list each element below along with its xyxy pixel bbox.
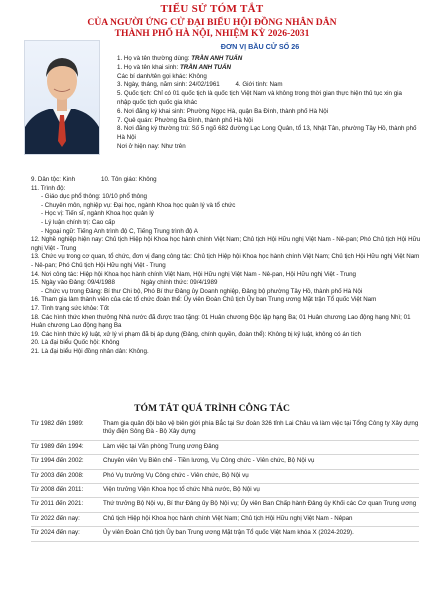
field-organizations: 16. Tham gia làm thành viên của các tổ chức đoàn thể: Ủy viên Đoàn Chủ tịch Ủy ban Trung ương Mặt trận Tổ quốc Việt Nam <box>31 296 377 304</box>
field-ethnicity-religion: 9. Dân tộc: Kinh 10. Tôn giáo: Không <box>31 176 157 183</box>
career-description: Chủ tịch Hiệp hội Khoa học hành chính Việt Nam; Chủ tịch Hội Hữu nghị Việt Nam - Nêpan <box>103 514 353 522</box>
career-description: Chuyên viên Vụ Biên chế - Tiền lương, Vụ Công chức - Viên chức, Bộ Nội vụ <box>103 457 315 465</box>
career-date: Từ 1982 đến 1989: <box>31 420 84 427</box>
field-education-languages: - Ngoại ngữ: Tiếng Anh trình độ C, Tiếng Trung trình độ A <box>41 227 198 235</box>
career-row <box>31 513 419 527</box>
candidate-photo <box>24 40 100 155</box>
field-current-residence: Nơi ở hiện nay: Như trên <box>117 142 186 150</box>
field-peoples-council: 21. Là đại biểu Hội đồng nhân dân: Không. <box>31 347 149 355</box>
field-position: 13. Chức vụ trong cơ quan, tổ chức, đơn vị đang công tác: Chủ tịch Hiệp hội Khoa học hành chính Việt Nam; Chủ tịch Hội Hữu nghị Việt Nam - Nê-pan; Phó Chủ tịch Hội Hữu nghị Việt - Trung <box>31 253 420 269</box>
career-row <box>31 455 419 469</box>
field-birth-name: 1. Họ và tên khai sinh: TRẦN ANH TUẤN <box>117 63 231 71</box>
career-description: Viện trưởng Viện Khoa học tổ chức Nhà nước, Bộ Nội vụ <box>103 486 260 494</box>
page-subtitle-line2: THÀNH PHỐ HÀ NỘI, NHIỆM KỲ 2026-2031 <box>114 28 310 39</box>
career-description: Tham gia quân đội bảo vệ biên giới phía Bắc tại Sư đoàn 326 tỉnh Lai Châu và làm việc tại Tổng Công ty Xây dựng thủy điện Sông Đà - Bộ Xây dựng <box>103 420 419 436</box>
field-discipline: 19. Các hình thức kỷ luật, xử lý vi phạm đã bị áp dụng (Đảng, chính quyền, đoàn thể): Không bị kỷ luật, không có án tích <box>31 330 361 338</box>
electoral-unit: ĐƠN VỊ BẦU CỬ SỐ 26 <box>220 42 300 51</box>
career-date: Từ 2024 đến nay: <box>31 529 80 537</box>
career-description: Phó Vụ trưởng Vụ Công chức - Viên chức, Bộ Nội vụ <box>103 471 249 479</box>
field-workplace: 14. Nơi công tác: Hiệp hội Khoa học hành chính Việt Nam, Hội Hữu nghị Việt Nam - Nê-pan, Hội Hữu nghị Việt - Trung <box>31 270 356 278</box>
field-education-heading: 11. Trình độ: <box>31 184 66 192</box>
background-info <box>31 176 421 356</box>
field-hometown: 7. Quê quán: Phường Ba Đình, thành phố Hà Nội <box>117 116 253 124</box>
career-table <box>31 418 419 542</box>
field-education-general: - Giáo dục phổ thông: 10/10 phổ thông <box>41 193 147 201</box>
page-subtitle-line1: CỦA NGƯỜI ỨNG CỬ ĐẠI BIỂU HỘI ĐỒNG NHÂN DÂN <box>87 17 337 28</box>
career-row <box>31 441 419 455</box>
field-party-position: - Chức vụ trong Đảng: Bí thư Chi bộ, Phó Bí thư Đảng ủy Doanh nghiệp, Đảng bộ phường Tây Hồ, thành phố Hà Nội <box>41 287 363 295</box>
field-permanent-address: 8. Nơi đăng ký thường trú: Số 5 ngõ 682 đường Lạc Long Quân, tổ 13, Nhật Tân, phường Tây Hồ, thành phố Hà Nội <box>117 125 417 142</box>
field-awards: 18. Các hình thức khen thưởng Nhà nước đã được trao tặng: 01 Huân chương Độc lập hạng Ba; 01 Huân chương Lao động hạng Nhì; 01 Huân chương Lao động hạng Ba <box>31 313 411 330</box>
field-birth-registration: 6. Nơi đăng ký khai sinh: Phường Ngọc Hà, quận Ba Đình, thành phố Hà Nội <box>117 107 329 115</box>
field-party-dates: 15. Ngày vào Đảng: 09/4/1988 Ngày chính thức: 09/4/1989 <box>31 279 218 287</box>
career-date: Từ 2011 đến 2021: <box>31 500 84 508</box>
field-aliases: Các bí danh/tên gọi khác: Không <box>117 72 207 80</box>
field-national-assembly: 20. Là đại biểu Quốc hội: Không <box>31 339 120 347</box>
career-date: Từ 2008 đến 2011: <box>31 486 84 494</box>
page-title: TIỂU SỬ TÓM TẮT <box>160 3 264 15</box>
field-common-name: 1. Họ và tên thường dùng: TRẦN ANH TUẤN <box>117 55 243 62</box>
career-row <box>31 418 419 441</box>
field-occupation: 12. Nghề nghiệp hiện nay: Chủ tịch Hiệp hội Khoa học hành chính Việt Nam; Chủ tịch Hội Hữu nghị Việt Nam - Nê-pan; Phó Chủ tịch Hội Hữu nghị Việt - Trung <box>31 236 421 252</box>
personal-info <box>117 55 417 152</box>
career-row <box>31 498 419 512</box>
career-row <box>31 484 419 498</box>
career-date: Từ 1989 đến 1994: <box>31 442 84 450</box>
field-dob-gender: 3. Ngày, tháng, năm sinh: 24/02/1961 4. Giới tính: Nam <box>117 81 283 89</box>
field-education-professional: - Chuyên môn, nghiệp vụ: Đại học, ngành Khoa học quản lý và tổ chức <box>41 201 236 209</box>
career-section-title: TÓM TẮT QUÁ TRÌNH CÔNG TÁC <box>134 403 290 414</box>
career-row <box>31 470 419 484</box>
career-date: Từ 2003 đến 2008: <box>31 471 84 479</box>
career-description: Thứ trưởng Bộ Nội vụ, Bí thư Đảng ủy Bộ Nội vụ; Ủy viên Ban Chấp hành Đảng ủy Khối các Cơ quan Trung ương <box>103 500 417 508</box>
career-date: Từ 2022 đến nay: <box>31 514 80 522</box>
field-nationality: 5. Quốc tịch: Chỉ có 01 quốc tịch là quốc tịch Việt Nam và không trong thời gian thực hiện thủ tục xin gia nhập quốc tịch quốc gia khác <box>117 90 402 106</box>
field-education-political: - Lý luận chính trị: Cao cấp <box>41 218 115 226</box>
career-date: Từ 1994 đến 2002: <box>31 457 84 465</box>
career-description: Ủy viên Đoàn Chủ tịch Ủy ban Trung ương Mặt trận Tổ quốc Việt Nam khóa X (2024-2029). <box>103 529 354 537</box>
field-education-degree: - Học vị: Tiến sĩ, ngành Khoa học quản lý <box>41 210 154 218</box>
career-description: Làm việc tại Văn phòng Trung ương Đảng <box>103 442 219 450</box>
field-health: 17. Tình trạng sức khỏe: Tốt <box>31 304 109 312</box>
career-row <box>31 527 419 541</box>
